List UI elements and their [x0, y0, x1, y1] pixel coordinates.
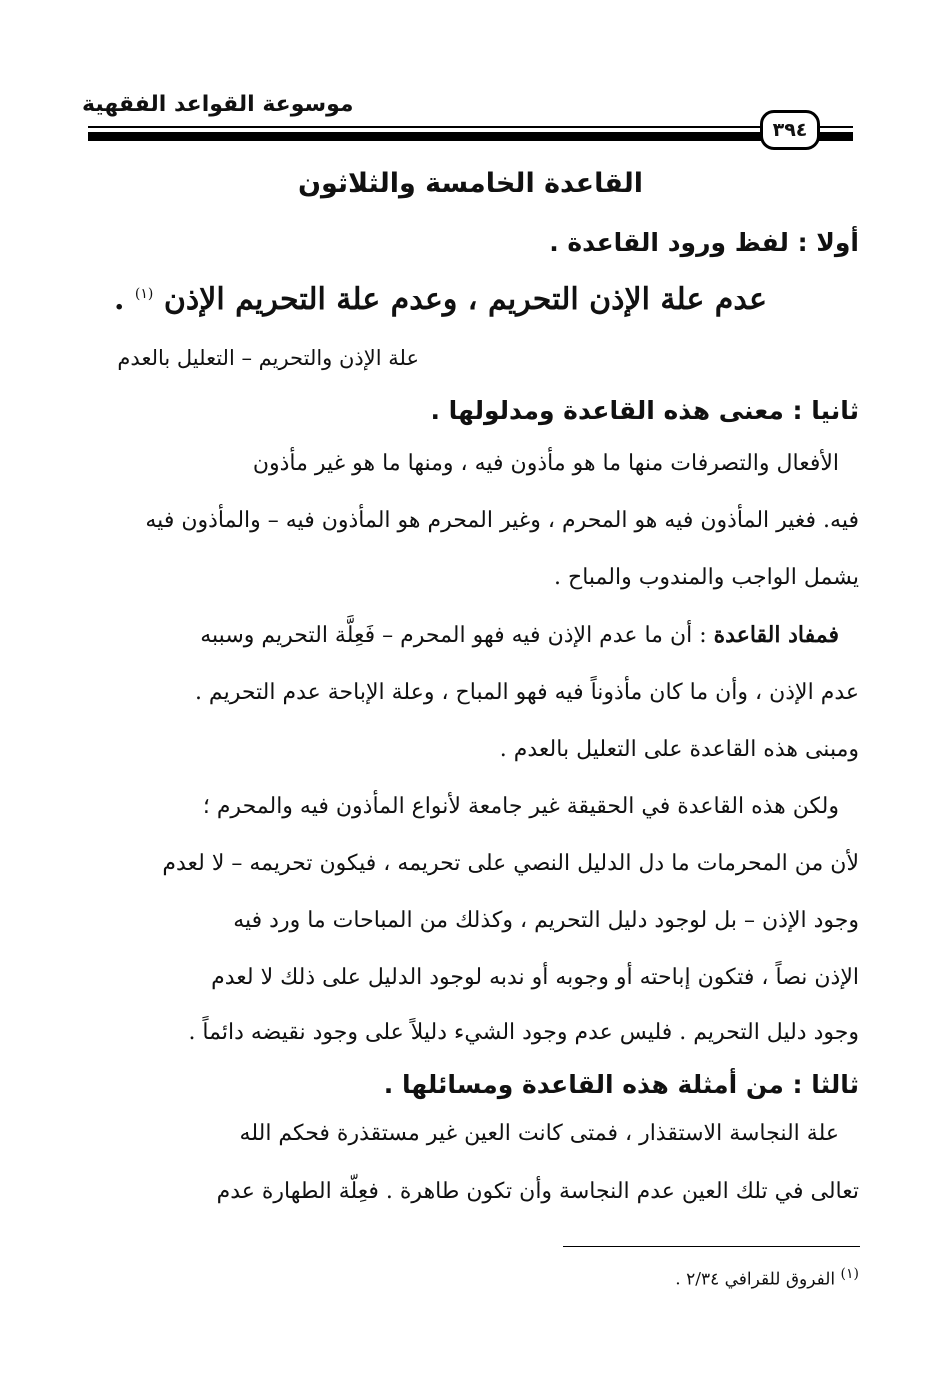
heading-second: ثانيا : معنى هذه القاعدة ومدلولها . — [430, 396, 859, 425]
book-title: موسوعة القواعد الفقهية — [82, 92, 354, 117]
rule-statement — [0, 282, 911, 317]
paragraph-line: عدم الإذن ، وأن ما كان مأذوناً فيه فهو المباح ، وعلة الإباحة عدم التحريم . — [194, 680, 859, 705]
section-title: القاعدة الخامسة والثلاثون — [297, 168, 644, 199]
benefit-line — [200, 622, 839, 648]
footnote-text: الفروق للقرافي ٢/٣٤ . — [675, 1269, 836, 1290]
page-number: ٣٩٤ — [760, 110, 820, 150]
rule-text: عدم علة الإذن التحريم ، وعدم علة التحريم الإذن — [163, 282, 768, 317]
footnote-marker: (١) — [134, 286, 154, 302]
heading-first: أولا : لفظ ورود القاعدة . — [549, 228, 859, 257]
paragraph-line: ومبنى هذه القاعدة على التعليل بالعدم . — [499, 737, 859, 762]
footnote-number: (١) — [840, 1266, 859, 1282]
paragraph-line: فيه. فغير المأذون فيه هو المحرم ، وغير المحرم هو المأذون فيه – والمأذون فيه — [145, 508, 859, 533]
paragraph-line: ولكن هذه القاعدة في الحقيقة غير جامعة لأنواع المأذون فيه والمحرم ؛ — [202, 794, 839, 819]
benefit-label: فمفاد القاعدة — [713, 622, 839, 648]
paragraph-line: الإذن نصاً ، فتكون إباحته أو وجوبه أو ندبه لوجود الدليل على ذلك لا لعدم — [211, 965, 859, 990]
paragraph-line: وجود دليل التحريم . فليس عدم وجود الشيء دليلاً على وجود نقيضه دائماً . — [188, 1020, 859, 1045]
rule-end: . — [113, 282, 125, 317]
header-rule-thin — [88, 126, 768, 128]
paragraph-line: يشمل الواجب والمندوب والمباح . — [554, 565, 859, 590]
heading-third: ثالثا : من أمثلة هذه القاعدة ومسائلها . — [383, 1070, 859, 1099]
benefit-text: : أن ما عدم الإذن فيه فهو المحرم – فَعِلَّة التحريم وسببه — [200, 623, 707, 648]
footnote-rule — [563, 1246, 860, 1247]
header-rule-thick — [88, 132, 768, 141]
paragraph-line: لأن من المحرمات ما دل الدليل النصي على تحريمه ، فيكون تحريمه – لا لعدم — [162, 851, 859, 876]
paragraph-line: علة النجاسة الاستقذار ، فمتى كانت العين غير مستقذرة فحكم الله — [239, 1121, 839, 1146]
keywords: علة الإذن والتحريم – التعليل بالعدم — [117, 346, 419, 370]
paragraph-line: تعالى في تلك العين عدم النجاسة وأن تكون طاهرة . فعِلّة الطهارة عدم — [216, 1179, 859, 1204]
paragraph-line: وجود الإذن – بل لوجود دليل التحريم ، وكذلك من المباحات ما ورد فيه — [233, 908, 859, 933]
paragraph-line: الأفعال والتصرفات منها ما هو مأذون فيه ، ومنها ما هو غير مأذون — [252, 451, 839, 476]
footnote — [675, 1266, 859, 1290]
